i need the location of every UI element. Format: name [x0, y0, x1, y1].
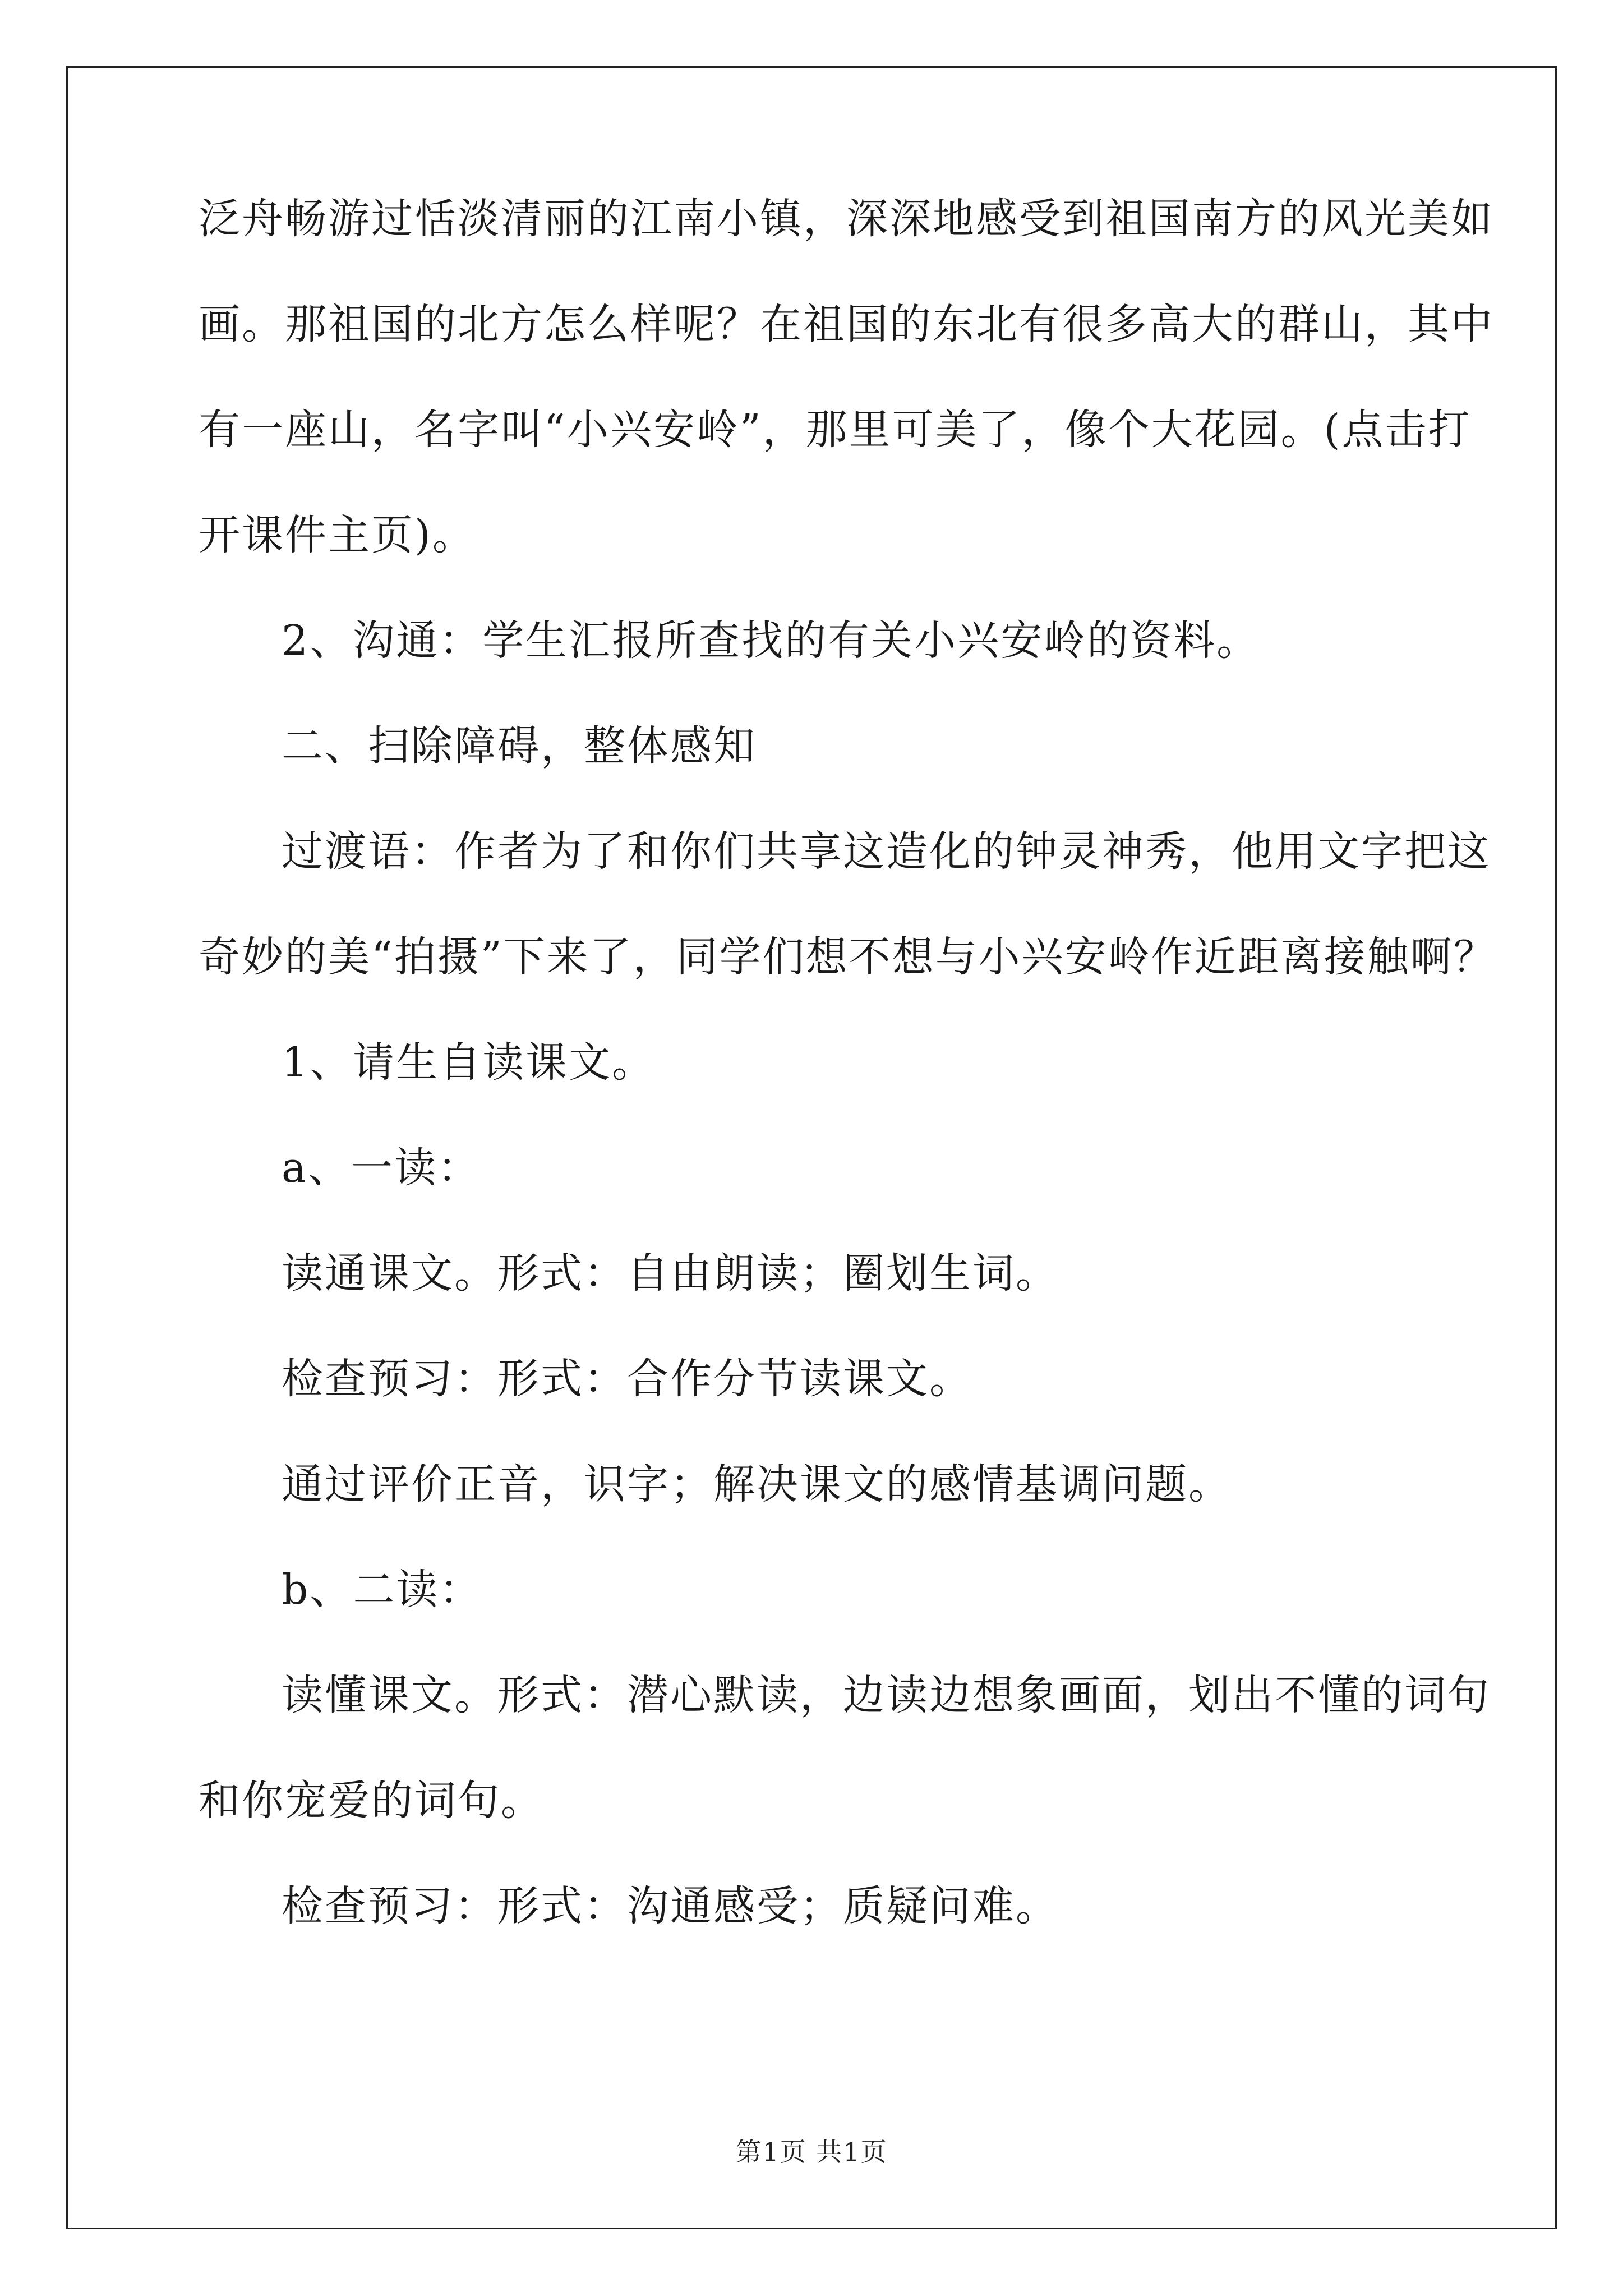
text-line: 有一座山，名字叫“小兴安岭”，那里可美了，像个大花园。(点击打 — [199, 406, 1472, 454]
page-footer: 第1页 共1页 — [735, 2137, 888, 2167]
text-line: 检查预习：形式：沟通感受；质疑问难。 — [282, 1882, 1059, 1930]
section-heading: 二、扫除障碍，整体感知 — [282, 722, 757, 770]
text-line: 2、沟通：学生汇报所查找的有关小兴安岭的资料。 — [282, 616, 1260, 665]
text-line: 奇妙的美“拍摄”下来了，同学们想不想与小兴安岭作近距离接触啊？ — [199, 933, 1497, 981]
text-line: 检查预习：形式：合作分节读课文。 — [282, 1355, 972, 1403]
text-line: 开课件主页)。 — [199, 511, 476, 559]
text-line: 和你宠爱的词句。 — [199, 1777, 544, 1825]
text-line: b、二读： — [282, 1566, 483, 1614]
text-line: 1、请生自读课文。 — [282, 1038, 656, 1087]
text-line: 通过评价正音，识字；解决课文的感情基调问题。 — [282, 1460, 1232, 1508]
text-line: 读懂课文。形式：潜心默读，边读边想象画面，划出不懂的词句 — [282, 1671, 1491, 1719]
text-line: 泛舟畅游过恬淡清丽的江南小镇，深深地感受到祖国南方的风光美如 — [199, 195, 1494, 243]
text-line: a、一读： — [282, 1144, 481, 1192]
text-line: 过渡语：作者为了和你们共享这造化的钟灵神秀，他用文字把这 — [282, 827, 1491, 876]
text-line: 画。那祖国的北方怎么样呢？在祖国的东北有很多高大的群山，其中 — [199, 300, 1494, 348]
text-line: 读通课文。形式：自由朗读；圈划生词。 — [282, 1249, 1059, 1297]
